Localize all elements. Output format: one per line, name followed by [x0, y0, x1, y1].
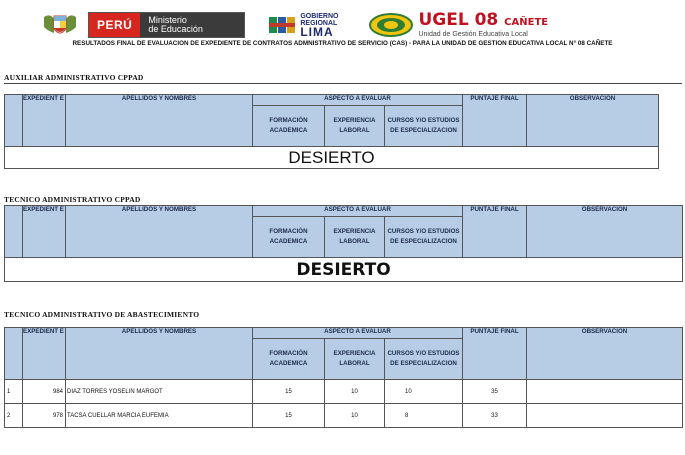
row-cursos: 10 — [385, 380, 463, 404]
col-experiencia-header: EXPERIENCIA LABORAL — [325, 106, 385, 147]
row-experiencia: 10 — [325, 404, 385, 428]
col-formacion-header: FORMACIÓN ACADEMICA — [253, 106, 325, 147]
ugel-logo — [368, 12, 548, 38]
col-apellidos-header: APELLIDOS Y NOMBRES — [66, 328, 253, 380]
status-desierto: DESIERTO — [5, 258, 683, 282]
row-experiencia: 10 — [325, 380, 385, 404]
ministerio-line-1: Ministerio — [148, 15, 187, 25]
gobierno-line-3: LIMA — [300, 24, 334, 39]
col-index-header — [5, 328, 23, 380]
col-index-header — [5, 95, 23, 147]
gobierno-regional-text — [300, 13, 338, 38]
peru-coat-of-arms-icon — [40, 11, 80, 39]
col-experiencia-header: EXPERIENCIA LABORAL — [325, 339, 385, 380]
row-cursos: 8 — [385, 404, 463, 428]
col-observacion-header: OBSERVACIÓN — [527, 328, 683, 380]
row-index: 2 — [5, 404, 23, 428]
row-index: 1 — [5, 380, 23, 404]
section-title-tecnico-cppad: TECNICO ADMINISTRATIVO CPPAD — [4, 195, 141, 204]
col-index-header — [5, 206, 23, 258]
col-expediente-header: EXPEDIENT E — [23, 95, 66, 147]
col-puntaje-header: PUNTAJE FINAL — [463, 95, 527, 147]
ugel-title — [418, 12, 548, 31]
col-puntaje-header: PUNTAJE FINAL — [463, 328, 527, 380]
table-row — [5, 404, 683, 428]
col-expediente-header: EXPEDIENT E — [23, 206, 66, 258]
ministerio-line-2: de Educación — [148, 24, 203, 34]
row-puntaje: 35 — [463, 380, 527, 404]
peru-label: PERÚ — [89, 13, 140, 37]
col-expediente-header: EXPEDIENT E — [23, 328, 66, 380]
table-row — [5, 380, 683, 404]
row-expediente: 978 — [23, 404, 66, 428]
col-aspecto-header: ASPECTO A EVALUAR — [253, 95, 463, 106]
document-header — [0, 0, 685, 52]
row-formacion: 15 — [253, 380, 325, 404]
document-title: RESULTADOS FINAL DE EVALUACION DE EXPEDIENTE DE CONTRATOS ADMNISTRATIVO DE SERVICIO (CAS) - PARA LA UNIDAD DE GESTION EDUCATIVA LOCAL N° 08 CAÑETE — [72, 40, 613, 47]
row-formacion: 15 — [253, 404, 325, 428]
results-table-auxiliar — [4, 94, 659, 169]
gobierno-regional-icon — [267, 14, 297, 36]
col-aspecto-header: ASPECTO A EVALUAR — [253, 328, 463, 339]
row-observacion — [527, 380, 683, 404]
col-cursos-header: CURSOS Y/O ESTUDIOS DE ESPECIALIZACION — [385, 217, 463, 258]
ugel-subtitle: Unidad de Gestión Educativa Local — [418, 31, 528, 38]
ugel-text — [418, 12, 548, 38]
col-formacion-header: FORMACIÓN ACADEMICA — [253, 339, 325, 380]
ugel-emblem-icon — [368, 12, 414, 38]
ministerio-educacion-logo — [88, 12, 245, 38]
row-nombre: TACSA CUELLAR MARCIA EUFEMIA — [66, 404, 253, 428]
col-formacion-header: FORMACIÓN ACADEMICA — [253, 217, 325, 258]
col-puntaje-header: PUNTAJE FINAL — [463, 206, 527, 258]
gobierno-regional-logo — [267, 13, 338, 38]
col-experiencia-header: EXPERIENCIA LABORAL — [325, 217, 385, 258]
row-puntaje: 33 — [463, 404, 527, 428]
col-aspecto-header: ASPECTO A EVALUAR — [253, 206, 463, 217]
ugel-title-main: UGEL 08 — [418, 10, 499, 30]
gobierno-line-2: REGIONAL — [300, 19, 338, 27]
results-table-tecnico-abastecimiento — [4, 327, 683, 428]
status-desierto: DESIERTO — [5, 147, 659, 169]
gobierno-line-1: GOBIERNO — [300, 12, 339, 20]
col-cursos-header: CURSOS Y/O ESTUDIOS DE ESPECIALIZACION — [385, 106, 463, 147]
row-observacion — [527, 404, 683, 428]
col-observacion-header: OBSERVACIÓN — [527, 95, 659, 147]
results-table-tecnico-cppad — [4, 205, 683, 282]
row-nombre: DIAZ TORRES YOSELIN MARGOT — [66, 380, 253, 404]
row-expediente: 984 — [23, 380, 66, 404]
col-apellidos-header: APELLIDOS Y NOMBRES — [66, 206, 253, 258]
ugel-title-canete: CAÑETE — [504, 17, 549, 28]
section-divider — [4, 83, 682, 84]
logo-row — [40, 10, 548, 40]
col-apellidos-header: APELLIDOS Y NOMBRES — [66, 95, 253, 147]
col-cursos-header: CURSOS Y/O ESTUDIOS DE ESPECIALIZACION — [385, 339, 463, 380]
col-observacion-header: OBSERVACIÓN — [527, 206, 683, 258]
ministerio-label — [140, 13, 244, 37]
section-title-tecnico-abastecimiento: TECNICO ADMINISTRATIVO DE ABASTECIMIENTO — [4, 310, 200, 319]
section-title-auxiliar: AUXILIAR ADMINISTRATIVO CPPAD — [4, 73, 144, 82]
